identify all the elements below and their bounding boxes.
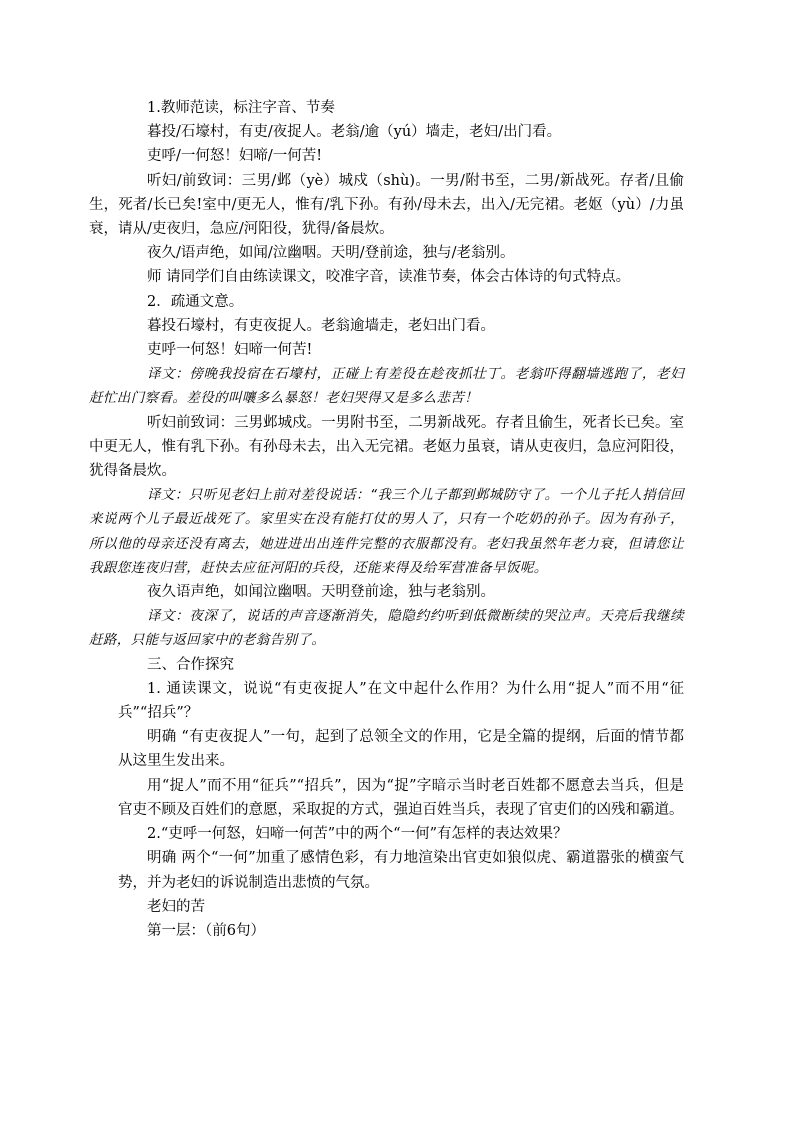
poem-line-1: 暮投石壕村，有吏夜捉人。老翁逾墙走，老妇出门看。 — [147, 317, 495, 334]
subheading-old-woman-suffering: 老妇的苦 — [147, 898, 205, 915]
question-2: 2.“吏呼一何怒，妇啼一何苦”中的两个“一何”有怎样的表达效果？ — [147, 826, 568, 843]
poem-line-2: 吏呼一何怒！妇啼一何苦! — [147, 342, 313, 359]
annotated-line-2: 吏呼/一何怒！妇啼/一何苦! — [147, 148, 323, 165]
answer-2: 明确 两个“一何”加重了感情色彩，有力地渲染出官吏如狼似虎、霸道嚣张的横蛮气势，并为老妇的诉说制造出悲愤的气氛。 — [118, 850, 684, 891]
poem-stanza-3: 夜久语声绝，如闻泣幽咽。天明登前途，独与老翁别。 — [147, 584, 495, 601]
poem-stanza-2: 听妇前致词：三男邺城戍。一男附书至，二男新战死。存者且偷生，死者长已矣。室中更无人，惟有乳下孙。有孙母未去，出入无完裙。老妪力虽衰，请从吏夜归，急应河阳役，犹得备晨炊。 — [89, 414, 684, 480]
step-heading-meaning: 2．疏通文意。 — [147, 293, 244, 310]
answer-1b: 用“捉人”而不用“征兵”“招兵”，因为“捉”字暗示当时老百姓都不愿意去当兵，但是官吏不顾及百姓们的意愿，采取捉的方式，强迫百姓当兵，表现了官吏们的凶残和霸道。 — [118, 777, 684, 818]
question-1: 1. 通读课文，说说“有吏夜捉人”在文中起什么作用？为什么用“捉人”而不用“征兵”“招兵”？ — [118, 680, 684, 722]
teacher-instruction: 师 请同学们自由练读课文，咬准字音，读准节奏，体会古体诗的句式特点。 — [147, 269, 631, 286]
section-heading-inquiry: 三、合作探究 — [147, 656, 234, 673]
answer-1a: 明确 “有吏夜捉人”一句，起到了总领全文的作用，它是全篇的提纲，后面的情节都从这里生发出来。 — [118, 729, 684, 770]
document-page — [89, 96, 684, 943]
step-heading-model-reading: 1.教师范读，标注字音、节奏 — [147, 100, 335, 116]
subheading-layer-1: 第一层：（前6句） — [147, 922, 265, 939]
translation-2: 译文：只听见老妇上前对差役说话：“我三个儿子都到邺城防守了。一个儿子托人捎信回来说两个儿子最近战死了。家里实在没有能打仗的男人了，只有一个吃奶的孙子。因为有孙子，所以他的母亲还没有离去，她进进出出连件完整的衣服都没有。老妇我虽然年老力衰，但请您让我跟您连夜归营，赶快去应征河阳的兵役，还能来得及给军营准备早饭呢。 — [89, 487, 684, 576]
annotated-line-1: 暮投/石壕村，有吏/夜捉人。老翁/逾（yú）墙走，老妇/出门看。 — [147, 124, 562, 141]
annotated-line-3: 听妇/前致词：三男/邺（yè）城戍（shù)。一男/附书至，二男/新战死。存者/且偷生，死者/长已矣!室中/更无人，惟有/乳下孙。有孙/母未去，出入/无完裙。老妪（yù）/力虽衰，请从/吏夜归，急应/河阳役，犹得/备晨炊。 — [89, 172, 684, 238]
annotated-line-4: 夜久/语声绝，如闻/泣幽咽。天明/登前途，独与/老翁别。 — [147, 245, 515, 262]
translation-3: 译文：夜深了，说话的声音逐渐消失，隐隐约约听到低微断续的哭泣声。天亮后我继续赶路，只能与返回家中的老翁告别了。 — [89, 608, 684, 649]
translation-1: 译文：傍晚我投宿在石壕村，正碰上有差役在趁夜抓壮丁。老翁吓得翻墙逃跑了，老妇赶忙出门察看。差役的叫嚷多么暴怒！老妇哭得又是多么悲苦！ — [89, 366, 684, 407]
